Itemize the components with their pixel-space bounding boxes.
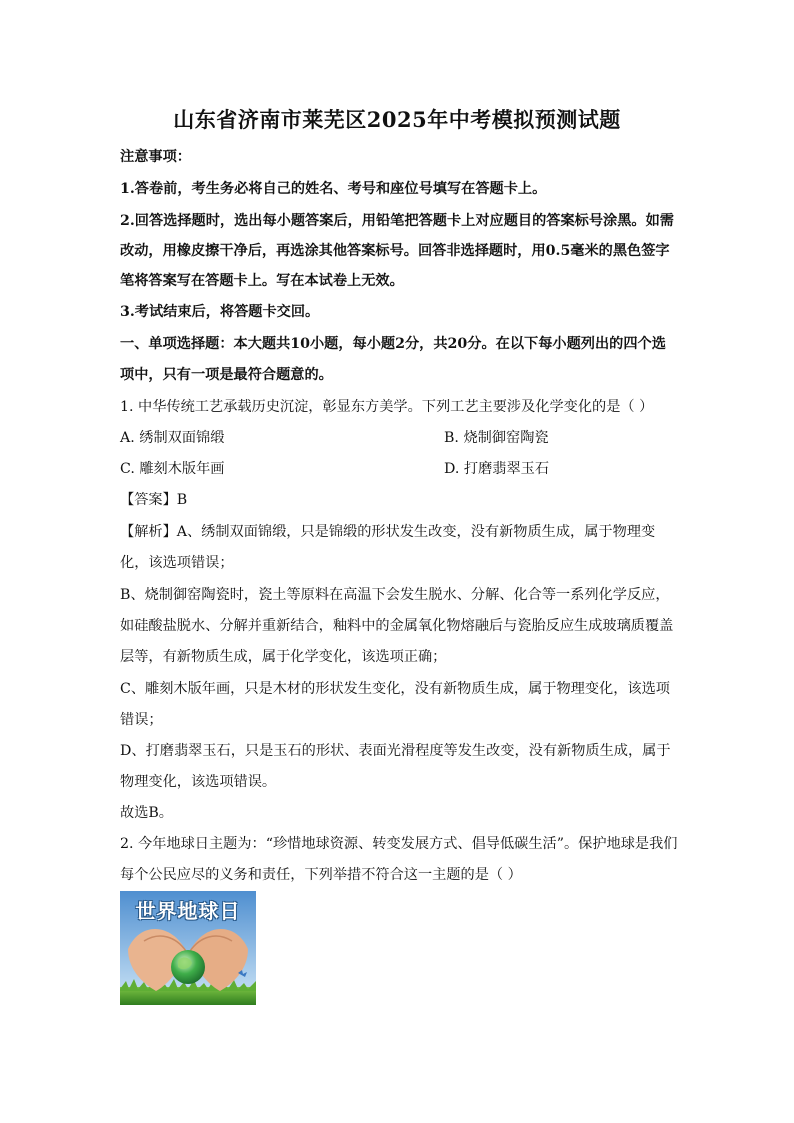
question-1-option-d: D. 打磨翡翠玉石: [444, 461, 550, 477]
notice-item-1: 1.答卷前，考生务必将自己的姓名、考号和座位号填写在答题卡上。: [120, 181, 547, 197]
question-1-explanation-line: C、雕刻木版年画，只是木材的形状发生变化，没有新物质生成，属于物理变化，该选项: [120, 681, 670, 697]
section-heading-line-2: 项中，只有一项是最符合题意的。: [120, 367, 333, 383]
question-1-explanation-line: 【解析】A、绣制双面锦缎，只是锦缎的形状发生改变，没有新物质生成，属于物理变: [120, 524, 656, 540]
question-1-explanation-line: 错误；: [120, 712, 163, 728]
question-2-stem-line-2: 每个公民应尽的义务和责任，下列举措不符合这一主题的是（ ）: [120, 867, 522, 883]
question-1-explanation-line: 化，该选项错误；: [120, 555, 234, 571]
question-1-conclusion: 故选B。: [120, 805, 173, 821]
question-1-explanation-line: D、打磨翡翠玉石，只是玉石的形状、表面光滑程度等发生改变，没有新物质生成，属于: [120, 743, 671, 759]
notice-item-2-line-2: 改动，用橡皮擦干净后，再选涂其他答案标号。回答非选择题时，用0.5毫米的黑色签字: [120, 243, 670, 259]
notice-item-2-line-1: 2.回答选择题时，选出每小题答案后，用铅笔把答题卡上对应题目的答案标号涂黑。如需: [120, 213, 674, 229]
notice-heading: 注意事项：: [120, 149, 191, 165]
earth-day-image: [120, 891, 256, 1005]
page-title: 山东省济南市莱芜区2025年中考模拟预测试题: [173, 107, 621, 132]
question-1-option-a: A. 绣制双面锦缎: [120, 430, 225, 446]
question-1-explanation-line: 物理变化，该选项错误。: [120, 774, 277, 790]
notice-item-2-line-3: 笔将答案写在答题卡上。写在本试卷上无效。: [120, 273, 404, 289]
question-1-stem: 1. 中华传统工艺承载历史沉淀，彰显东方美学。下列工艺主要涉及化学变化的是（ ）: [120, 399, 654, 415]
question-1-option-c: C. 雕刻木版年画: [120, 461, 225, 477]
notice-item-3: 3.考试结束后，将答题卡交回。: [120, 304, 320, 320]
question-1-option-b: B. 烧制御窑陶瓷: [444, 430, 549, 446]
question-1-answer: 【答案】B: [120, 492, 188, 508]
question-1-explanation-line: 如硅酸盐脱水、分解并重新结合，釉料中的金属氧化物熔融后与瓷胎反应生成玻璃质覆盖: [120, 618, 674, 634]
question-2-stem-line-1: 2. 今年地球日主题为：“珍惜地球资源、转变发展方式、倡导低碳生活”。保护地球是我们: [120, 836, 678, 852]
earth-day-caption: 世界地球日: [135, 899, 241, 923]
question-1-explanation-line: 层等，有新物质生成，属于化学变化，该选项正确；: [120, 649, 447, 665]
section-heading-line-1: 一、单项选择题：本大题共10小题，每小题2分，共20分。在以下每小题列出的四个选: [120, 336, 666, 352]
question-1-explanation-line: B、烧制御窑陶瓷时，瓷土等原料在高温下会发生脱水、分解、化合等一系列化学反应，: [120, 587, 670, 603]
